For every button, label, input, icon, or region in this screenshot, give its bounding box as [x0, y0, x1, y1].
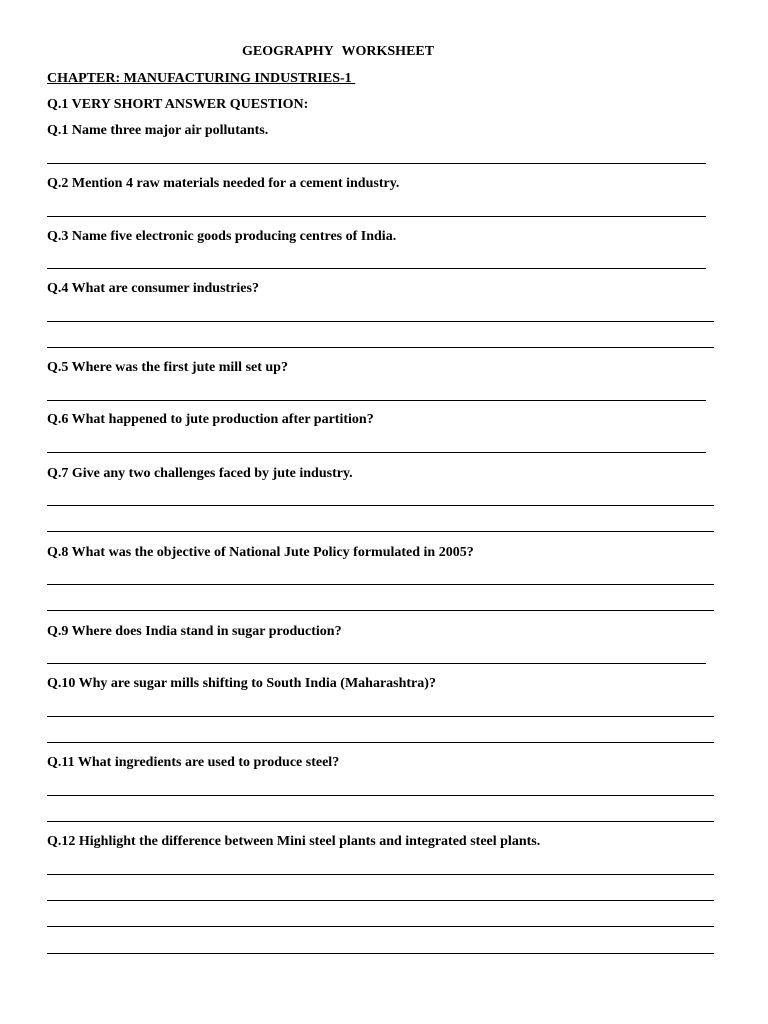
question-4: Q.4 What are consumer industries? [47, 281, 259, 296]
answer-line [47, 505, 714, 506]
answer-line [47, 268, 706, 269]
section-heading: Q.1 VERY SHORT ANSWER QUESTION: [47, 97, 309, 112]
question-10: Q.10 Why are sugar mills shifting to South India (Maharashtra)? [47, 676, 436, 691]
answer-line [47, 452, 706, 453]
question-3: Q.3 Name five electronic goods producing centres of India. [47, 229, 397, 244]
answer-line [47, 821, 714, 822]
answer-line [47, 584, 714, 585]
answer-line [47, 347, 714, 348]
question-11: Q.11 What ingredients are used to produce steel? [47, 755, 340, 770]
answer-line [47, 926, 714, 927]
chapter-heading: CHAPTER: MANUFACTURING INDUSTRIES-1 [47, 71, 356, 86]
answer-line [47, 400, 706, 401]
answer-line [47, 953, 714, 954]
answer-line [47, 716, 714, 717]
question-9: Q.9 Where does India stand in sugar production? [47, 624, 342, 639]
answer-line [47, 163, 706, 164]
question-12: Q.12 Highlight the difference between Mini steel plants and integrated steel plants. [47, 834, 541, 849]
question-1: Q.1 Name three major air pollutants. [47, 123, 269, 138]
answer-line [47, 742, 714, 743]
question-7: Q.7 Give any two challenges faced by jute industry. [47, 466, 353, 481]
answer-line [47, 874, 714, 875]
answer-line [47, 321, 714, 322]
question-2: Q.2 Mention 4 raw materials needed for a cement industry. [47, 176, 400, 191]
answer-line [47, 900, 714, 901]
answer-line [47, 216, 706, 217]
question-8: Q.8 What was the objective of National Jute Policy formulated in 2005? [47, 545, 474, 560]
answer-line [47, 663, 706, 664]
answer-line [47, 610, 714, 611]
question-6: Q.6 What happened to jute production after partition? [47, 412, 374, 427]
answer-line [47, 531, 714, 532]
question-5: Q.5 Where was the first jute mill set up? [47, 360, 288, 375]
answer-line [47, 795, 714, 796]
worksheet-title: GEOGRAPHY WORKSHEET [242, 44, 435, 59]
